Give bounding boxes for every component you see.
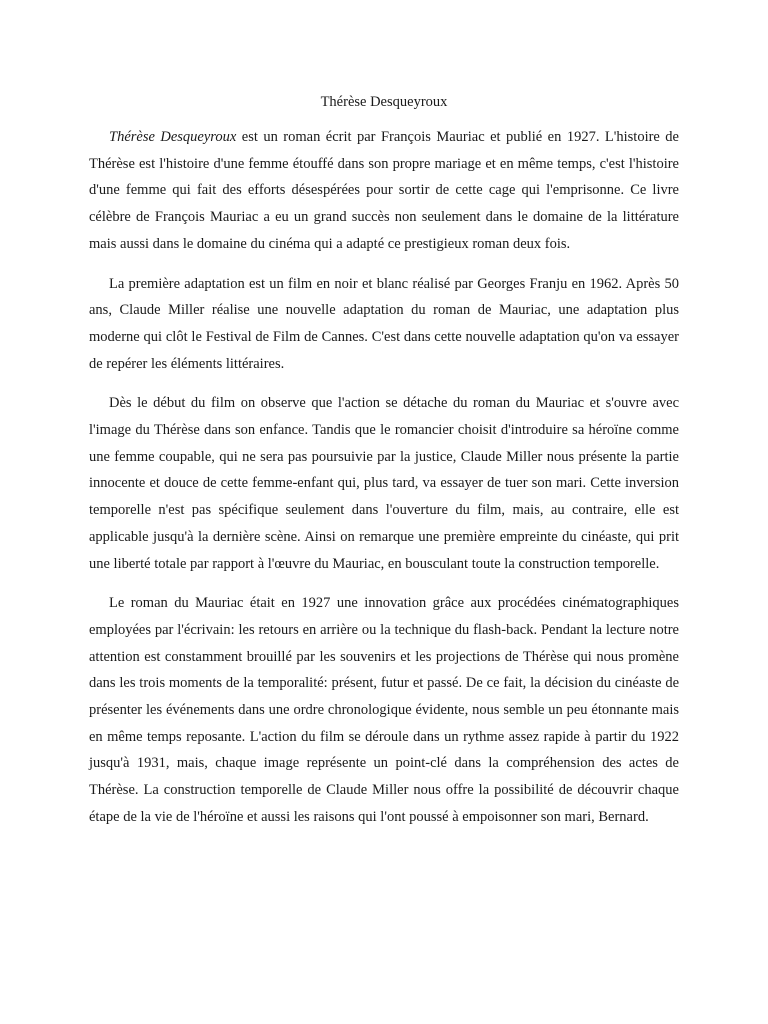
paragraph-1-italic-title: Thérèse Desqueyroux (109, 129, 237, 145)
document-body (89, 124, 679, 844)
paragraph-4 (89, 590, 679, 830)
paragraph-3-text: Dès le début du film on observe que l'action se détache du roman du Mauriac et s'ouvre avec l'image du Thérèse dans son enfance. Tandis que le romancier choisit d'introduire sa héroïne comme une femme coupable, qui ne sera pas poursuivie par la justice, Claude Miller nous présente la partie innocente et douce de cette femme-enfant qui, plus tard, va essayer de tuer son mari. Cette inversion temporelle n'est pas spécifique seulement dans l'ouverture du film, mais, au contraire, elle est applicable jusqu'à la dernière scène. Ainsi on remarque une première empreinte du cinéaste, qui prit une liberté totale par rapport à l'œuvre du Mauriac, en bousculant toute la construction temporelle. (89, 395, 679, 572)
paragraph-4-text: Le roman du Mauriac était en 1927 une innovation grâce aux procédées cinématographiques employées par l'écrivain: les retours en arrière ou la technique du flash-back. Pendant la lecture notre attention est constamment brouillé par les souvenirs et les projections de Thérèse qui nous promène dans les trois moments de la temporalité: présent, futur et passé. De ce fait, la décision du cinéaste de présenter les événements dans une ordre chronologique évidente, nous semble un peu étonnante mais en même temps reposante. L'action du film se déroule dans un rythme assez rapide à partir du 1922 jusqu'à 1931, mais, chaque image représente un point-clé dans la compréhension des actes de Thérèse. La construction temporelle de Claude Miller nous offre la possibilité de découvrir chaque étape de la vie de l'héroïne et aussi les raisons qui l'ont poussé à empoisonner son mari, Bernard. (89, 595, 679, 825)
paragraph-2-text: La première adaptation est un film en noir et blanc réalisé par Georges Franju en 1962. Après 50 ans, Claude Miller réalise une nouvelle adaptation du roman de Mauriac, une adaptation plus moderne qui clôt le Festival de Film de Cannes. C'est dans cette nouvelle adaptation qu'on va essayer de repérer les éléments littéraires. (89, 275, 679, 372)
document-title: Thérèse Desqueyroux (320, 94, 448, 110)
paragraph-1 (89, 124, 679, 258)
paragraph-2 (89, 271, 679, 378)
paragraph-1-text: est un roman écrit par François Mauriac et publié en 1927. L'histoire de Thérèse est l'histoire d'une femme étouffé dans son propre mariage et en même temps, c'est l'histoire d'une femme qui fait des efforts désespérées pour sortir de cette cage qui l'emprisonne. Ce livre célèbre de François Mauriac a eu un grand succès non seulement dans le domaine de la littérature mais aussi dans le domaine du cinéma qui a adapté ce prestigieux roman deux fois. (89, 129, 679, 252)
paragraph-3 (89, 390, 679, 577)
